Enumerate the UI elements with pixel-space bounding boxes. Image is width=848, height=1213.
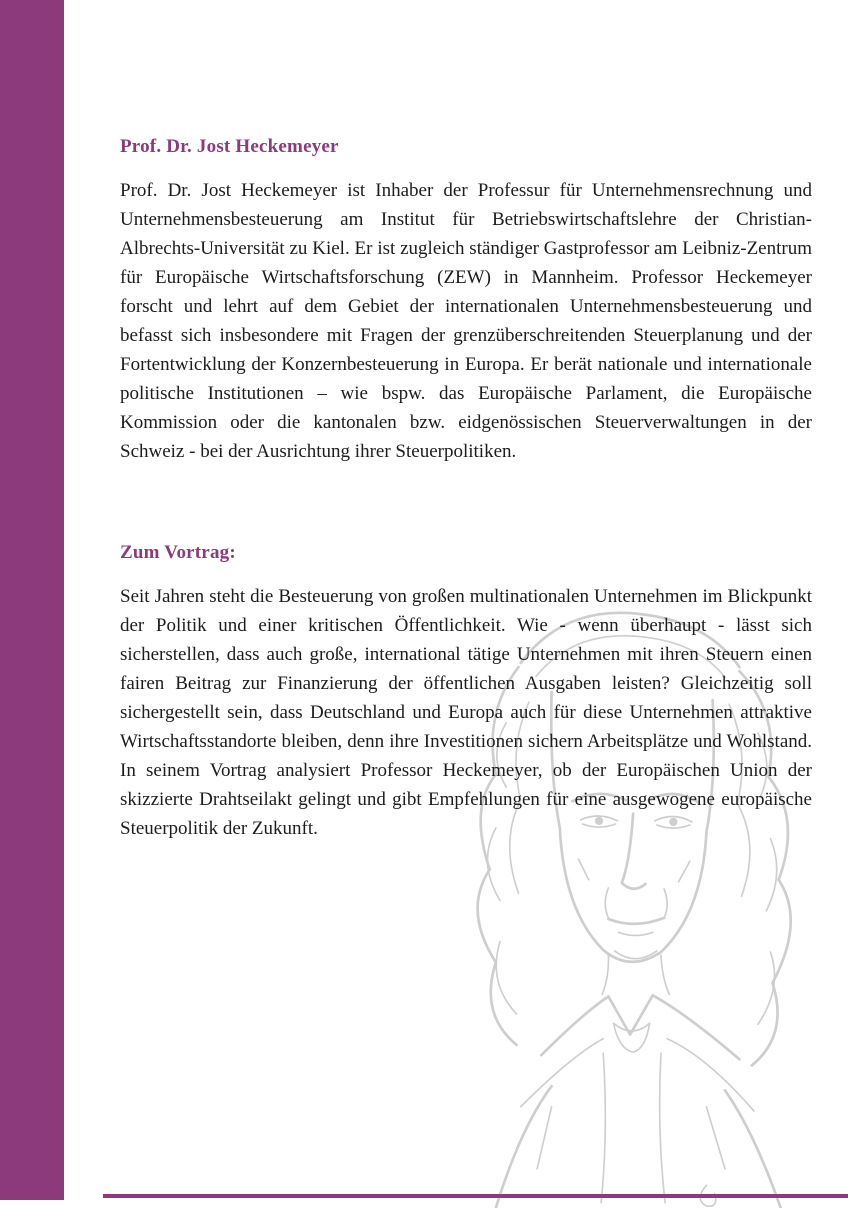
accent-sidebar bbox=[0, 0, 64, 1200]
profile-heading: Prof. Dr. Jost Heckemeyer bbox=[120, 136, 339, 157]
lecture-section bbox=[120, 542, 812, 843]
profile-text: Prof. Dr. Jost Heckemeyer ist Inhaber der Professur für Unternehmensrechnung und Unternehmensbesteuerung am Institut für Betriebswirtschaftslehre der Christian-Albrechts-Universität zu Kiel. Er ist zugleich ständiger Gastprofessor am Leibniz-Zentrum für Europäische Wirtschaftsforschung (ZEW) in Mannheim. Professor Heckemeyer forscht und lehrt auf dem Gebiet der internationalen Unternehmensbesteuerung und befasst sich insbesondere mit Fragen der grenzüberschreitenden Steuerplanung und der Fortentwicklung der Konzernbesteuerung in Europa. Er berät nationale und internationale politische Institutionen – wie bspw. das Europäische Parlament, die Europäische Kommission oder die kantonalen bzw. eidgenössischen Steuerverwaltungen in der Schweiz - bei der Ausrichtung ihrer Steuerpolitiken. bbox=[120, 180, 812, 462]
lecture-text: Seit Jahren steht die Besteuerung von großen multinationalen Unternehmen im Blickpunkt der Politik und einer kritischen Öffentlichkeit. Wie - wenn überhaupt - lässt sich sicherstellen, dass auch große, international tätige Unternehmen mit ihren Steuern einen fairen Beitrag zur Finanzierung der öffentlichen Ausgaben leisten? Gleichzeitig soll sichergestellt sein, dass Deutschland und Europa auch für diese Unternehmen attraktive Wirtschaftsstandorte bleiben, denn ihre Investitionen sichern Arbeitsplätze und Wohlstand. In seinem Vortrag analysiert Professor Heckemeyer, ob der Europäischen Union der skizzierte Drahtseilakt gelingt und gibt Empfehlungen für eine ausgewogene europäische Steuerpolitik der Zukunft. bbox=[120, 586, 812, 839]
lecture-heading: Zum Vortrag: bbox=[120, 542, 236, 563]
footer-rule bbox=[103, 1194, 848, 1198]
content-column bbox=[120, 136, 812, 843]
profile-section bbox=[120, 136, 812, 466]
